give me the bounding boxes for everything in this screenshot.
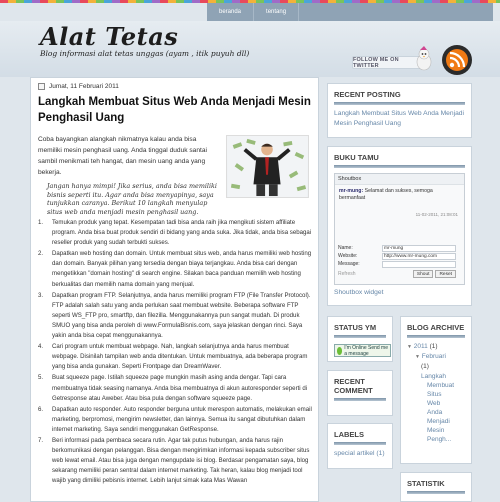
shoutbox-message-author[interactable]: mr-mung: bbox=[339, 188, 364, 194]
divider bbox=[407, 491, 465, 494]
shoutbox-message-text: Selamat dan sukses, semoga bermanfaat bbox=[339, 188, 433, 201]
website-label: Website: bbox=[338, 253, 358, 259]
recent-posting-list bbox=[328, 105, 471, 133]
list-item: 2. Dapatkan web hosting dan domain. Untuk membuat situs web, anda harus memiliki web hosting dan domain. Banyak pilihan yang tersedia dengan biaya terjangkau. Anda bisa cari dengan mengetikkan "domain hosting" di search engine. Silakan baca panduan memilih web hosting berkualitas dan memilih nama domain yang menjual. bbox=[38, 250, 312, 288]
shoutbox-widget-link[interactable]: Shoutbox widget bbox=[334, 289, 384, 296]
shoutbox-header: Shoutbox bbox=[335, 174, 464, 185]
chevron-down-icon[interactable]: ▼ bbox=[407, 344, 412, 350]
shoutbox-form bbox=[338, 244, 456, 278]
nav-item-beranda[interactable]: beranda bbox=[207, 3, 254, 21]
list-item: 5. Buat squeeze page. Istilah squeeze page mungkin masih asing anda dengar. Tapi cara membuatnya tidak seasing namanya. Anda bisa membuatnya di akun autoresponder seperti di Getresponse atau Aweber. Atau bisa pula dengan software squeeze page. bbox=[38, 374, 308, 402]
blog-archive-widget bbox=[400, 316, 472, 464]
guestbook-widget bbox=[327, 146, 472, 306]
shout-button[interactable]: Shout bbox=[413, 270, 434, 278]
recent-posting-widget bbox=[327, 83, 472, 138]
list-item: 3. Dapatkan program FTP. Selanjutnya, anda harus memiliki program FTP (File Transfer Protocol). FTP adalah salah satu yang anda perlukan saat membuat website. Beberapa software FTP seperti WS_FTP pro, smartftp, dan filezilla. Menggunakannya pun sangat mudah. Di produk SMUO yang bisa anda peroleh di www.FormulaBisnis.com, saya jelaskan dengan rinci. Saya yakin anda bisa cepat menggunakannya. bbox=[38, 291, 311, 340]
shoutbox bbox=[334, 173, 465, 285]
money-man-image bbox=[226, 135, 309, 198]
nav-item-tentang[interactable]: tentang bbox=[254, 3, 299, 21]
message-label: Message: bbox=[338, 261, 360, 267]
blog-title[interactable]: Alat Tetas bbox=[40, 22, 179, 51]
label-link[interactable]: special artikel (1) bbox=[334, 450, 385, 457]
post-intro: Coba bayangkan alangkah nikmatnya kalau anda bisa memiliki mesin penghasil uang. Anda tinggal duduk santai sambil menikmati teh hangat, dan mesin uang anda yang bekerja. bbox=[38, 136, 207, 176]
message-field[interactable] bbox=[382, 261, 456, 268]
post-content bbox=[30, 77, 319, 502]
archive-year[interactable]: ▼ 2011 (1) bbox=[407, 343, 438, 350]
follow-twitter-button[interactable]: FOLLOW ME ON TWITTER bbox=[352, 56, 421, 69]
post-date-text: Jumat, 11 Februari 2011 bbox=[49, 83, 119, 90]
blog-archive-title: BLOG ARCHIVE bbox=[407, 323, 465, 332]
list-item: 6. Dapatkan auto responder. Auto responder berguna untuk merespon automatis, melakukan email marketing, berpromosi, mengirim newsletter, dan lainnya. Semua itu sangat dibutuhkan dalam internet marketing. Saya sendiri menggunakan GetResponse. bbox=[38, 405, 312, 433]
list-item: 7. Beri informasi pada pembaca secara rutin. Agar tak putus hubungan, anda harus rajin berkomunikasi dengan pelanggan. Bisa dengan mengirimkan informasi kepada subscriber situs web lewat email. Atau bisa juga dengan mengupdate isi blog. Berdasar pengamatan saya, blog sekarang memiliki peran sentral dalam internet marketing. Tak heran, kalau blog menjadi tool wajib yang dimiliki pebisnis internet. Lebih lanjut simak kata Mas Wawan bbox=[38, 436, 310, 485]
chevron-down-icon[interactable]: ▼ bbox=[415, 354, 420, 360]
blog-description: Blog informasi alat tetas unggas (ayam , itik puyuh dll) bbox=[40, 49, 250, 58]
reset-button[interactable]: Reset bbox=[435, 270, 456, 278]
shoutbox-message-date: 11-02-2011, 21:08:01 bbox=[415, 212, 458, 217]
divider bbox=[334, 335, 386, 338]
labels-widget bbox=[327, 423, 393, 469]
guestbook-title: BUKU TAMU bbox=[334, 153, 379, 162]
divider bbox=[334, 165, 465, 168]
statistik-title: STATISTIK bbox=[407, 479, 445, 488]
website-field[interactable]: http://www.mr-mung.com bbox=[382, 253, 456, 260]
recent-posting-link[interactable]: Langkah Membuat Situs Web Anda Menjadi Mesin Penghasil Uang bbox=[334, 110, 464, 127]
status-ym-title: STATUS YM bbox=[334, 323, 377, 332]
post-date bbox=[38, 83, 119, 90]
ym-badge-text: I'm Online Send me a message bbox=[344, 344, 389, 357]
twitter-bird-icon[interactable] bbox=[414, 46, 434, 72]
refresh-link[interactable]: Refresh bbox=[338, 271, 356, 277]
divider bbox=[334, 398, 386, 401]
shoutbox-message bbox=[335, 185, 464, 205]
recent-posting-title: RECENT POSTING bbox=[334, 90, 401, 99]
list-item: 1. Temukan produk yang tepat. Kesempatan tadi bisa anda raih jika mengikuti sistem affiliate program. Anda bisa buat produk sendiri di bidang yang anda suka. Jika tidak, anda bisa sebagai reseller produk yang sudah terbukti sukses. bbox=[38, 219, 312, 247]
recent-comment-title: RECENT COMMENT bbox=[334, 377, 373, 395]
post-quote: Jangan hanya mimpi! Jika serius, anda bisa memiliki bisnis seperti itu. Agar anda bisa menyapinya, saya tunjukkan caranya. Berikut 10 langkah menyulap situs web anda menjadi mesin penghasil uang. bbox=[47, 182, 217, 216]
archive-post-link[interactable]: Langkah Membuat Situs Web Anda Menjadi Mesin Pengh... bbox=[421, 373, 455, 443]
post-title[interactable]: Langkah Membuat Situs Web Anda Menjadi Mesin Penghasil Uang bbox=[38, 96, 311, 124]
online-status-icon bbox=[337, 347, 342, 355]
calendar-icon bbox=[38, 83, 45, 90]
archive-month-count: (1) bbox=[421, 363, 429, 370]
status-ym-widget bbox=[327, 316, 393, 362]
archive-tree bbox=[401, 338, 471, 448]
labels-list bbox=[328, 445, 392, 463]
name-field[interactable]: mr-mung bbox=[382, 245, 456, 252]
post-step-list bbox=[38, 218, 315, 487]
statistik-widget bbox=[400, 472, 472, 502]
list-item: 4. Cari program untuk membuat webpage. Nah, langkah selanjutnya anda harus membuat webpage. Disinilah tampilan web anda ditentukan. Untuk membuatnya, ada beberapa program yang bisa anda gunakan. Seperti Frontpage dan DreamWaver. bbox=[38, 343, 308, 371]
name-label: Name: bbox=[338, 245, 353, 251]
recent-comment-widget bbox=[327, 370, 393, 416]
labels-title: LABELS bbox=[334, 430, 364, 439]
rss-feed-icon[interactable] bbox=[441, 44, 473, 76]
ym-online-badge[interactable] bbox=[334, 344, 391, 357]
top-navigation bbox=[207, 3, 493, 21]
archive-month[interactable]: ▼ Februari bbox=[415, 353, 446, 360]
